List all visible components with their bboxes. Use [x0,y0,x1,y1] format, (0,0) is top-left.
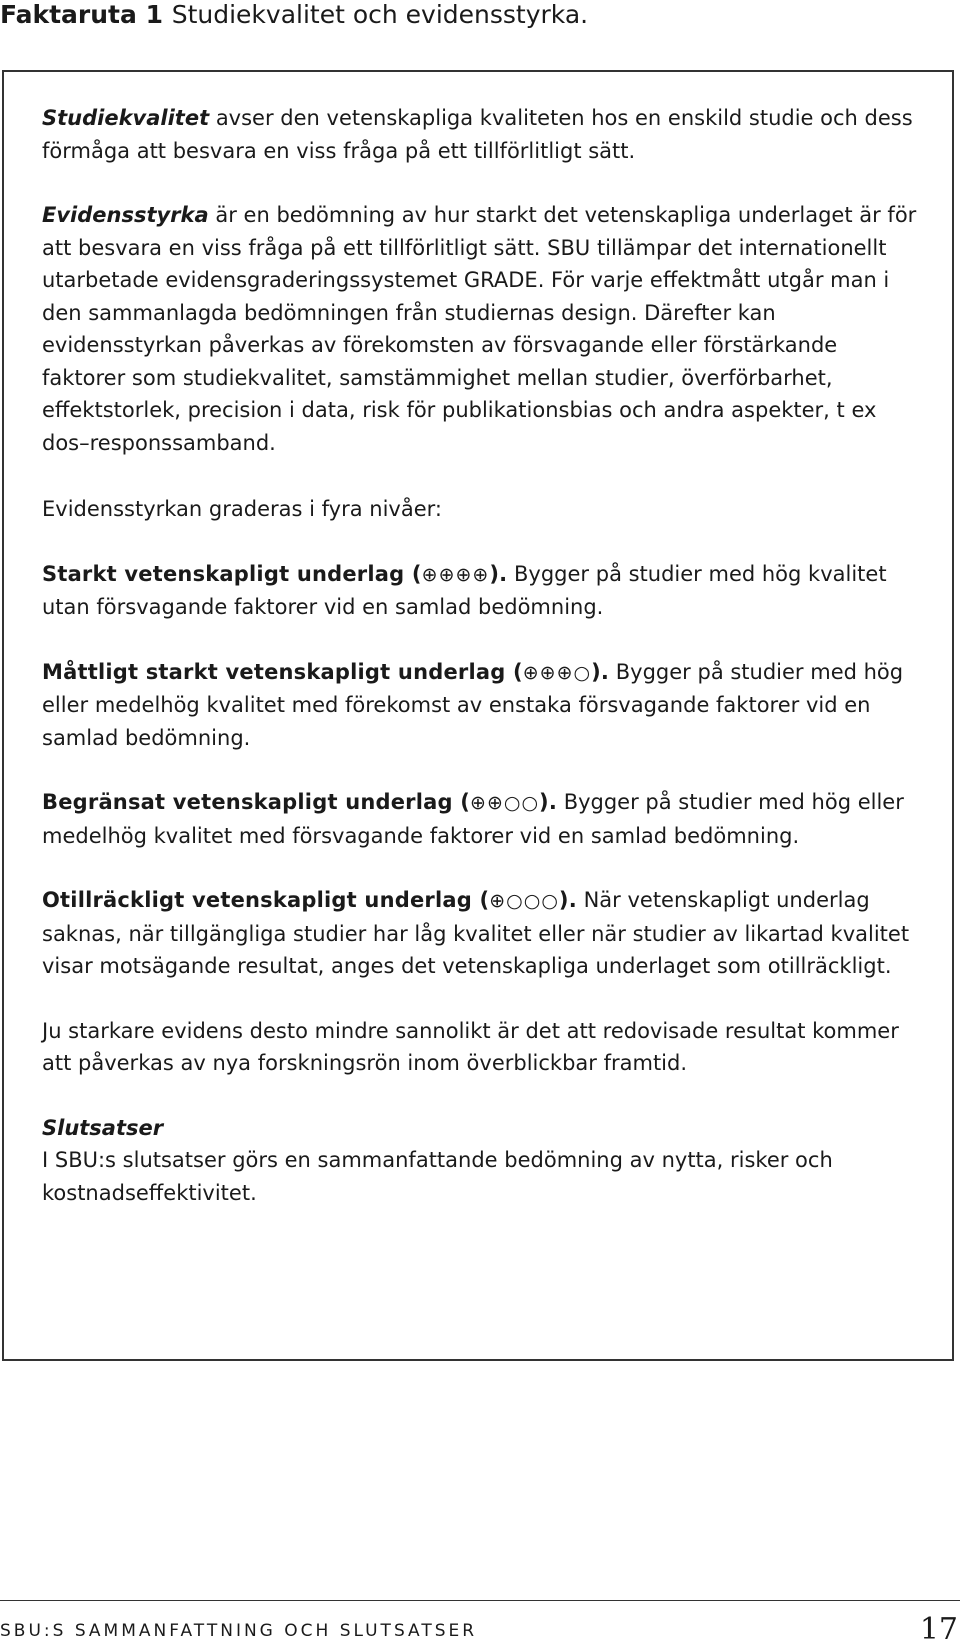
level-strong [42,558,922,624]
evidence-strength-paragraph [42,199,922,459]
level-text: När vetenskapligt underlag saknas, när tillgängliga studier har låg kvalitet eller när studier av likartad kvalitet visar motsägande resultat, anges det vetenskapliga underlaget som otillräckligt. [42,888,910,978]
study-quality-paragraph [42,102,922,167]
level-text: Bygger på studier med hög eller medelhög kvalitet med förekomst av enstaka försvagande faktorer vid en samlad bedömning. [42,659,904,750]
level-name: Begränsat vetenskapligt underlag ( [42,790,471,814]
level-close: ). [489,561,508,586]
study-quality-text: avser den vetenskapliga kvaliteten hos en enskild studie och dess förmåga att besvara en viss fråga på ett tillförlitligt sätt. [42,106,913,163]
level-symbols: ⊕⊕⊕○ [522,661,592,684]
page-footer [0,1579,960,1649]
level-name: Starkt vetenskapligt underlag ( [42,561,422,586]
footer-label: SBU:S SAMMANFATTNING OCH SLUTSATSER [0,1621,478,1641]
page-number: 17 [919,1612,958,1647]
slutsatser-text: I SBU:s slutsatser görs en sammanfattande bedömning av nytta, risker och kostnadseffektivitet. [42,1148,833,1205]
level-text: Bygger på studier med hög kvalitet utan försvagande faktorer vid en samlad bedömning. [42,561,887,619]
level-text: Bygger på studier med hög eller medelhög kvalitet med försvagande faktorer vid en samlad bedömning. [42,790,904,848]
evidence-strength-term: Evidensstyrka [42,203,209,227]
level-moderate [42,656,922,755]
level-symbols: ⊕⊕⊕⊕ [421,563,490,586]
page-title [0,0,588,30]
level-limited [42,786,922,852]
level-close: ). [539,790,558,814]
level-symbols: ⊕⊕○○ [470,792,540,814]
levels-intro: Evidensstyrkan graderas i fyra nivåer: [42,497,442,521]
slutsatser-heading: Slutsatser [42,1115,164,1140]
footer-divider [0,1600,960,1601]
fact-box-subtitle: Studiekvalitet och evidensstyrka. [171,0,589,29]
evidence-strength-text: är en bedömning av hur starkt det vetenskapliga underlaget är för att besvara en viss fråga på ett tillförlitligt sätt. SBU tillämpar det internationellt utarbetade evidensgraderingssystemet GRADE. För varje effektmått utgår man i den sammanlagda bedömningen från studiernas design. Därefter kan evidensstyrkan påverkas av förekomsten av försvagande eller förstärkande faktorer som studiekvalitet, samstämmighet mellan studier, överförbarhet, effektstorlek, precision i data, risk för publikationsbias och andra aspekter, t ex dos–responssamband. [42,203,917,455]
level-close: ). [591,659,610,684]
level-close: ). [558,888,577,912]
level-name: Otillräckligt vetenskapligt underlag ( [42,888,490,912]
closing-paragraph: Ju starkare evidens desto mindre sannolikt är det att redovisade resultat kommer att påverkas av nya forskningsrön inom överblickbar framtid. [42,1018,899,1075]
level-insufficient [42,884,922,983]
level-name: Måttligt starkt vetenskapligt underlag ( [42,659,523,684]
level-symbols: ⊕○○○ [489,890,559,912]
fact-box-label: Faktaruta 1 [0,0,163,29]
study-quality-term: Studiekvalitet [42,106,210,130]
fact-box-content [42,102,922,1209]
